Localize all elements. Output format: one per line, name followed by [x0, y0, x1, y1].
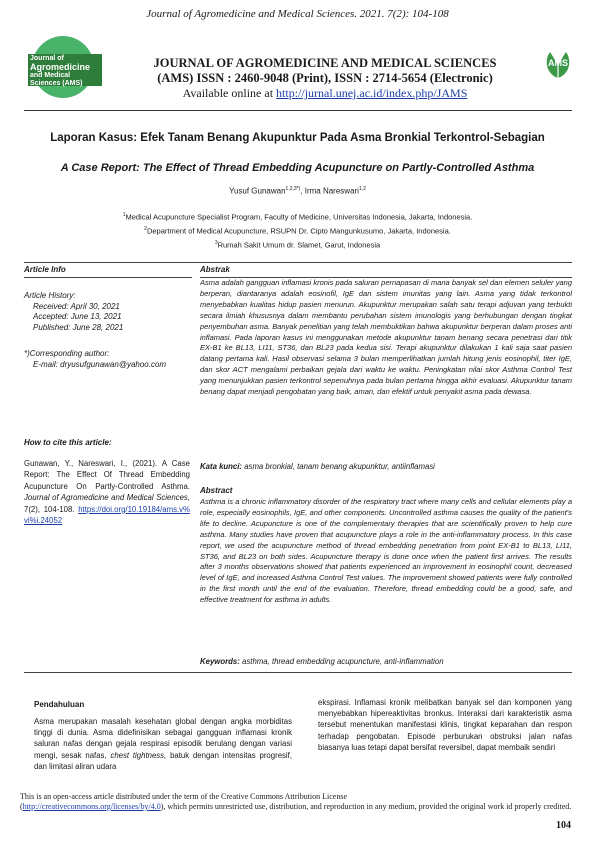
- ams-logo-text: AMS: [548, 58, 568, 68]
- body-paragraph-cont: batuk dengan intensitas progresif, dan limitasi aliran udara: [34, 750, 293, 771]
- abstract-end-divider: [24, 672, 572, 673]
- affiliation-mark: 3: [214, 240, 218, 246]
- logo-band: [28, 54, 102, 86]
- body-paragraph: Asma merupakan masalah kesehatan global dengan angka morbiditas tinggi di dunia. Asma didefinisikan sebagai gangguan inflamasi kronik saluran nafas dengan gejala respirasi episodik berulang dengan variasi mengi, sesak nafas,: [34, 717, 292, 760]
- body-column-right: ekspirasi. Inflamasi kronik melibatkan banyak sel dan komponen yang menyebabkan hipereaktivitas bronkus. Interaksi dari karakteristik asma tersebut menentukan manifestasi klinis, tingkat keparahan dan respon terhadap pengobatan. Episode perburukan obstruksi jalan nafas biasanya luas tetapi dapat bersifat reversibel, dapat membaik sendiri: [318, 698, 572, 752]
- article-title-english: A Case Report: The Effect of Thread Embedding Acupuncture on Partly-Controlled Asthma: [60, 162, 535, 174]
- author-name: , Irma Nareswari: [300, 186, 359, 196]
- affiliation: [20, 226, 575, 236]
- journal-title: JOURNAL OF AGROMEDICINE AND MEDICAL SCIENCES: [153, 56, 497, 70]
- article-info-divider: [24, 277, 192, 278]
- page-number: 104: [556, 820, 571, 831]
- keywords-label: Keywords:: [200, 657, 240, 666]
- body-italic-term: chest tightness,: [110, 750, 167, 760]
- online-label: Available online at: [182, 86, 277, 100]
- corresponding-heading: *)Corresponding author:: [24, 349, 110, 358]
- logo-line: Sciences (AMS): [30, 80, 83, 87]
- accepted-date: Accepted: June 13, 2021: [33, 312, 122, 321]
- journal-issn: (AMS) ISSN : 2460-9048 (Print), ISSN : 2714-5654 (Electronic): [157, 71, 493, 85]
- affiliation: [20, 212, 575, 222]
- license-text: This is an open-access article distributed under the term of the Creative Commons Attribution License: [20, 792, 348, 801]
- section-heading-pendahuluan: Pendahuluan: [34, 700, 85, 709]
- article-info-heading: Article Info: [24, 265, 66, 274]
- affiliation: [20, 240, 575, 250]
- section-divider: [24, 262, 572, 263]
- abstract-heading: Abstract: [200, 486, 233, 495]
- abstrak-heading: Abstrak: [200, 265, 230, 274]
- affiliation-text: Department of Medical Acupuncture, RSUPN Dr. Cipto Mangunkusumo, Jakarta, Indonesia.: [146, 226, 451, 236]
- affiliation-text: Rumah Sakit Umum dr. Slamet, Garut, Indonesia: [217, 240, 381, 250]
- ams-logo: [540, 48, 576, 84]
- cite-heading: How to cite this article:: [24, 438, 112, 447]
- citation-volume: 7(2), 104-108.: [24, 504, 75, 514]
- abstrak-text: Asma adalah gangguan inflamasi kronis pada saluran pernapasan di mana banyak sel dan elemen seluler yang berperan, diantaranya adalah eosinofil, IgE dan sistem imunitas yang lain. Asma yang tidak terkontrol menyebabkan kualitas hidup pasien menurun. Akupunktur merupakan salah satu terapi adjuvan yang terbukti secara ilmiah khususnya dalam membantu perubahan sistem imunologis yang berhubungan dengan tingkat penyembuhan asma. Banyak penelitian yang telah membuktikan bahwa akupunktur berperan dalam proses anti inflamasi. Pada laporan kasus ini menggunakan metode akupunktur tanam benang secara penetrasi dari titik EX-B1 ke BL13, LI11, ST36, dan BL23 pada kedua sisi. Terapi akupunktur dilakukan 1 kali saja saat pasien datang pertama kali. Hasil observasi selama 3 bulan memperlihatkan jumlah hitung jenis eosinophil, titer IgE, dan skor ACT mengalami perbaikan gejala dari waktu ke waktu. Peningkatan nilai skor Asthma Control Test yang menunjukkan pasien terkontrol sepenuhnya pada bulan pertama hingga akhir evaluasi. Akupunktur tanam benang dapat menjadi pengobatan yang baik, aman, dan efektif untuk penyakit asma pada dewasa.: [200, 278, 572, 397]
- kata-kunci-values: asma bronkial, tanam benang akupunktur, antiinflamasi: [244, 462, 435, 471]
- affiliation-mark: 1: [122, 212, 126, 218]
- journal-online-line: [120, 86, 530, 100]
- license-text-cont: ), which permits unrestricted use, distribution, and reproduction in any medium, provided the original work id properly credited.: [160, 802, 572, 811]
- citation-text: Gunawan, Y., Nareswari, I., (2021). A Case Report: The Effect Of Thread Embedding Acupuncture On Partly-Controlled Asthma.: [24, 459, 190, 491]
- article-title-indonesian: Laporan Kasus: Efek Tanam Benang Akupunktur Pada Asma Bronkial Terkontrol-Sebagian: [50, 132, 545, 144]
- logo-line: Journal of: [30, 55, 64, 62]
- author-line: [20, 186, 575, 196]
- received-date: Received: April 30, 2021: [33, 301, 120, 311]
- keywords-values: asthma, thread embedding acupuncture, anti-inflammation: [242, 657, 444, 666]
- logo-line: and Medical: [30, 72, 71, 79]
- license-link[interactable]: http://creativecommons.org/licenses/by/4.0: [22, 802, 161, 811]
- affiliation-mark: 2: [144, 226, 147, 232]
- journal-url-link[interactable]: http://jurnal.unej.ac.id/index.php/JAMS: [276, 86, 468, 100]
- citation-journal: Journal of Agromedicine and Medical Sciences,: [24, 493, 190, 503]
- body-column-left: [34, 716, 292, 772]
- citation-doi-link[interactable]: https://doi.org/10.19184/ams.v%vi%i.24052: [24, 504, 191, 526]
- author-affiliation-mark: 1,2: [358, 186, 366, 192]
- abstract-text: Asthma is a chronic inflammatory disorder of the respiratory tract where many cells and cellular elements play a role, especially eosinophils, IgE, and other components. Uncontrolled asthma causes the quality of the patient's life to decline. Acupuncture is one of the complementary therapies that are scientifically proven to help cure asthma. Many studies have proven that acupuncture plays a role in the anti-inflammatory process. In this case report, we used the acupuncture method of thread embedding penetration from point EX-B1 to BL13, LI11, ST36, and BL23 on both sides. Acupuncture therapy is done once when the patient first arrives. The results after 3 months observations showed that patients experienced an improvement in eosinophil count, decreased level of IgE, and increased Asthma Control Test values. The improvement showed patients were fully controlled in the first month until the end of the evaluation. Therefore, thread embedding could be a good, safe, and effective treatment for asthma in adults.: [200, 497, 572, 605]
- affiliation-text: Medical Acupuncture Specialist Program, Faculty of Medicine, Universitas Indonesia, Jakarta, Indonesia.: [125, 212, 473, 222]
- logo-line: Agromedicine: [30, 62, 91, 72]
- running-head: Journal of Agromedicine and Medical Sciences. 2021. 7(2): 104-108: [146, 8, 449, 20]
- author-name: Yusuf Gunawan: [229, 186, 286, 196]
- journal-logo: [26, 30, 104, 108]
- license-footer: This is an open-access article distributed under the term of the Creative Commons Attribution License (http://creativecommons.org/licenses/by/4.0), which permits unrestricted use, distribution, and reproduction in any medium, provided the original work id properly credited.: [20, 792, 572, 811]
- citation-block: [24, 458, 190, 526]
- history-heading: Article History:: [24, 291, 76, 300]
- published-date: Published: June 28, 2021: [33, 322, 124, 332]
- article-history: [24, 291, 194, 333]
- corresponding-author: [24, 349, 199, 370]
- kata-kunci: [200, 462, 572, 471]
- keywords: [200, 657, 572, 666]
- header-divider: [24, 110, 572, 111]
- corresponding-email: E-mail: dryusufgunawan@yahoo.com: [33, 359, 167, 369]
- author-affiliation-mark: 1,2,3*): [285, 186, 301, 192]
- kata-kunci-label: Kata kunci:: [200, 462, 243, 471]
